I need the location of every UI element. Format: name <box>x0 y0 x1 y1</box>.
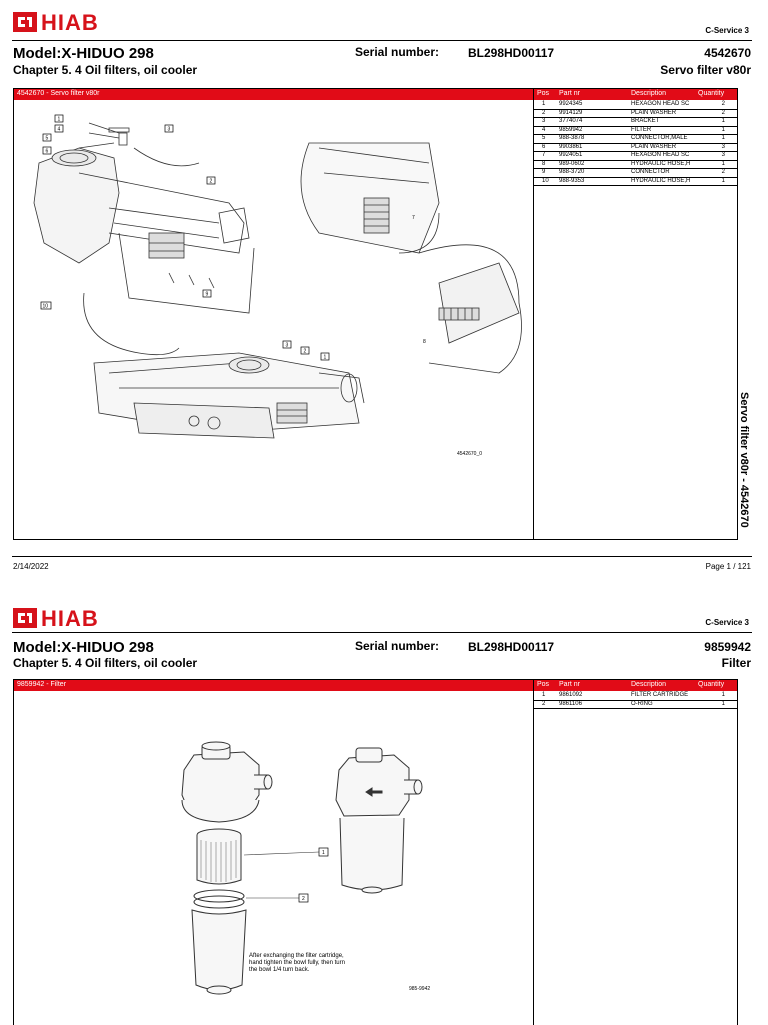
col-desc: Description <box>631 90 667 97</box>
cell-part: 988-3878 <box>559 135 585 141</box>
callout-label: 9 <box>205 291 209 298</box>
callout-label: 3 <box>285 342 289 349</box>
filter-drawing <box>154 740 494 1025</box>
callout-label: 2 <box>302 896 305 902</box>
panel-divider <box>533 680 534 1025</box>
drawing-ref: 4542670_0 <box>457 451 483 457</box>
cell-desc: CONNECTOR <box>631 169 670 175</box>
col-part: Part nr <box>559 681 581 688</box>
cservice-label: C-Service 3 <box>705 26 749 35</box>
cell-pos: 2 <box>542 700 546 707</box>
cservice-label: C-Service 3 <box>705 618 749 627</box>
catalog-page-2 <box>0 596 768 1024</box>
note-line: hand tighten the bowl fully, then turn <box>249 960 345 966</box>
callout-label: 1 <box>323 354 327 361</box>
table-row <box>534 178 737 187</box>
header-rule <box>12 632 752 633</box>
exploded-drawing <box>19 103 529 533</box>
panel-header-label: 4542670 - Servo filter v80r <box>17 90 100 97</box>
hiab-logo <box>13 606 99 631</box>
cell-pos: 1 <box>542 101 546 107</box>
cell-part: 9861092 <box>559 692 583 698</box>
side-title-text: Servo filter v80r - 4542670 <box>738 392 750 528</box>
cell-desc: O-RING <box>631 700 653 707</box>
callout-label: 4 <box>57 126 61 133</box>
cell-qty: 1 <box>721 160 725 167</box>
cell-pos: 3 <box>542 118 546 124</box>
callout-label: 10 <box>42 303 49 310</box>
table-row <box>534 701 737 710</box>
col-desc: Description <box>631 681 667 688</box>
callout-label: 8 <box>423 339 426 345</box>
cell-desc: PLAIN WASHER <box>631 109 677 116</box>
note-line: the bowl 1/4 turn back. <box>249 967 310 973</box>
serial-label: Serial number: <box>355 639 440 653</box>
cell-qty: 1 <box>721 177 725 184</box>
header-rule <box>12 40 752 41</box>
logo-icon <box>13 12 37 32</box>
serial-label: Serial number: <box>355 45 440 59</box>
callout-label: 3 <box>167 126 171 133</box>
col-pos: Pos <box>537 90 550 97</box>
cell-part: 9924345 <box>559 101 583 107</box>
panel-header-bar <box>14 89 737 100</box>
cell-desc: FILTER <box>631 126 652 133</box>
cell-qty: 1 <box>721 135 725 141</box>
cell-part: 988-3720 <box>559 169 585 175</box>
part-number: 4542670 <box>704 46 751 60</box>
cell-part: 3774074 <box>559 118 583 124</box>
table-row <box>534 152 737 161</box>
cell-qty: 1 <box>721 692 725 698</box>
logo-icon <box>13 608 37 628</box>
cell-qty: 1 <box>721 118 725 124</box>
cell-pos: 8 <box>542 160 546 167</box>
callout-label: 6 <box>45 148 49 155</box>
cell-qty: 1 <box>721 126 725 133</box>
callout-label: 7 <box>412 215 415 221</box>
serial-value: BL298HD00117 <box>468 46 555 60</box>
parts-panel <box>13 88 738 540</box>
col-pos: Pos <box>537 681 550 688</box>
cell-qty: 2 <box>721 169 725 175</box>
table-row <box>534 144 737 153</box>
cell-qty: 3 <box>721 143 725 150</box>
cell-pos: 10 <box>542 177 549 184</box>
cell-pos: 4 <box>542 126 546 133</box>
panel-header-label: 9859942 - Filter <box>17 681 67 688</box>
callout-label: 1 <box>57 116 61 123</box>
part-title: Filter <box>721 656 751 670</box>
brand-name: HIAB <box>41 606 99 631</box>
model-title: Model:X-HIDUO 298 <box>13 639 154 656</box>
cell-desc: HEXAGON HEAD SC <box>631 152 690 158</box>
cell-pos: 7 <box>542 152 546 158</box>
callout-label: 2 <box>209 178 213 185</box>
cell-desc: HYDRAULIC HOSE,H <box>631 160 691 167</box>
table-row <box>534 110 737 119</box>
cell-qty: 2 <box>721 101 725 107</box>
cell-desc: PLAIN WASHER <box>631 143 677 150</box>
cell-part: 9859942 <box>559 126 583 133</box>
cell-pos: 6 <box>542 143 546 150</box>
part-title: Servo filter v80r <box>660 63 751 77</box>
drawing-ref: 985-9942 <box>409 986 431 992</box>
cell-part: 9903861 <box>559 143 583 150</box>
chapter-title: Chapter 5. 4 Oil filters, oil cooler <box>13 656 198 670</box>
table-row <box>534 135 737 144</box>
serial-value: BL298HD00117 <box>468 640 555 654</box>
cell-desc: CONNECTOR,MALE <box>631 135 688 141</box>
panel-header-bar <box>14 680 737 691</box>
print-date: 2/14/2022 <box>13 562 49 571</box>
table-row <box>534 127 737 136</box>
cell-part: 9924051 <box>559 152 583 158</box>
footer-rule <box>12 556 752 557</box>
cell-desc: FILTER CARTRIDGE <box>631 692 689 698</box>
callout-label: 5 <box>45 135 49 142</box>
table-row <box>534 101 737 110</box>
callout-label: 2 <box>303 348 307 355</box>
hiab-logo <box>13 10 99 35</box>
table-row <box>534 161 737 170</box>
cell-pos: 5 <box>542 135 546 141</box>
cell-desc: HYDRAULIC HOSE,H <box>631 177 691 184</box>
page-number: Page 1 / 121 <box>705 562 751 571</box>
cell-part: 988-9353 <box>559 177 585 184</box>
parts-panel <box>13 679 738 1025</box>
cell-qty: 2 <box>721 109 725 116</box>
cell-qty: 3 <box>721 152 725 158</box>
cell-part: 9861106 <box>559 700 582 707</box>
cell-qty: 1 <box>721 700 725 707</box>
cell-pos: 2 <box>542 109 546 116</box>
col-qty: Quantity <box>698 681 725 688</box>
parts-table <box>534 101 737 186</box>
cell-pos: 1 <box>542 692 546 698</box>
cell-pos: 9 <box>542 169 546 175</box>
chapter-title: Chapter 5. 4 Oil filters, oil cooler <box>13 63 198 77</box>
model-title: Model:X-HIDUO 298 <box>13 45 154 62</box>
cell-part: 9914129 <box>559 109 583 116</box>
table-row <box>534 169 737 178</box>
callout-label: 1 <box>322 850 325 856</box>
note-line: After exchanging the filter cartridge, <box>249 953 344 959</box>
parts-table <box>534 692 737 709</box>
col-part: Part nr <box>559 90 581 97</box>
side-title <box>732 392 752 542</box>
table-row <box>534 118 737 127</box>
cell-desc: HEXAGON HEAD SC <box>631 101 690 107</box>
part-number: 9859942 <box>704 640 751 654</box>
brand-name: HIAB <box>41 10 99 35</box>
cell-part: 989-0602 <box>559 160 585 167</box>
table-row <box>534 692 737 701</box>
cell-desc: BRACKET <box>631 118 660 124</box>
col-qty: Quantity <box>698 90 725 97</box>
